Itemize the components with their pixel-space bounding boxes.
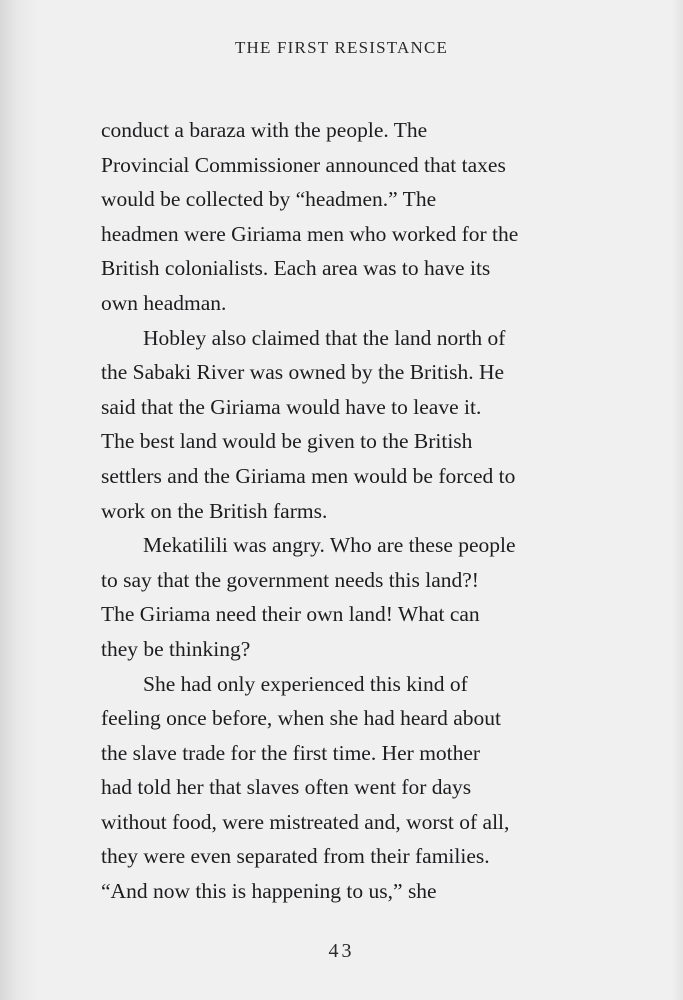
paragraph-first-line: Hobley also claimed that the land north of <box>143 325 506 350</box>
page-number: 43 <box>328 940 355 962</box>
text-line: had told her that slaves often went for days <box>101 775 472 800</box>
text-line: the Sabaki River was owned by the British. He <box>101 360 505 385</box>
text-line: Provincial Commissioner announced that taxes <box>101 152 506 177</box>
text-line: The Giriama need their own land! What can <box>101 602 480 627</box>
text-line: The best land would be given to the British <box>101 429 473 454</box>
text-line: “And now this is happening to us,” she <box>101 879 437 904</box>
paragraph-first-line: She had only experienced this kind of <box>143 671 468 696</box>
body-text <box>101 113 601 909</box>
text-line: they be thinking? <box>101 636 251 661</box>
text-line: settlers and the Giriama men would be forced to <box>101 463 516 488</box>
text-line: own headman. <box>101 290 227 315</box>
text-line: without food, were mistreated and, worst of all, <box>101 809 510 834</box>
text-line: said that the Giriama would have to leave it. <box>101 394 482 419</box>
paragraph-first-line: Mekatilili was angry. Who are these people <box>143 533 516 558</box>
text-line: work on the British farms. <box>101 498 328 523</box>
text-line: feeling once before, when she had heard about <box>101 706 501 731</box>
text-line: to say that the government needs this land?! <box>101 567 479 592</box>
running-header: THE FIRST RESISTANCE <box>234 38 449 57</box>
text-line: British colonialists. Each area was to have its <box>101 256 491 281</box>
text-line: conduct a baraza with the people. The <box>101 118 428 142</box>
text-line: they were even separated from their families. <box>101 844 490 869</box>
text-line: the slave trade for the first time. Her mother <box>101 740 481 765</box>
text-line: headmen were Giriama men who worked for the <box>101 221 519 246</box>
text-line: would be collected by “headmen.” The <box>101 187 437 212</box>
